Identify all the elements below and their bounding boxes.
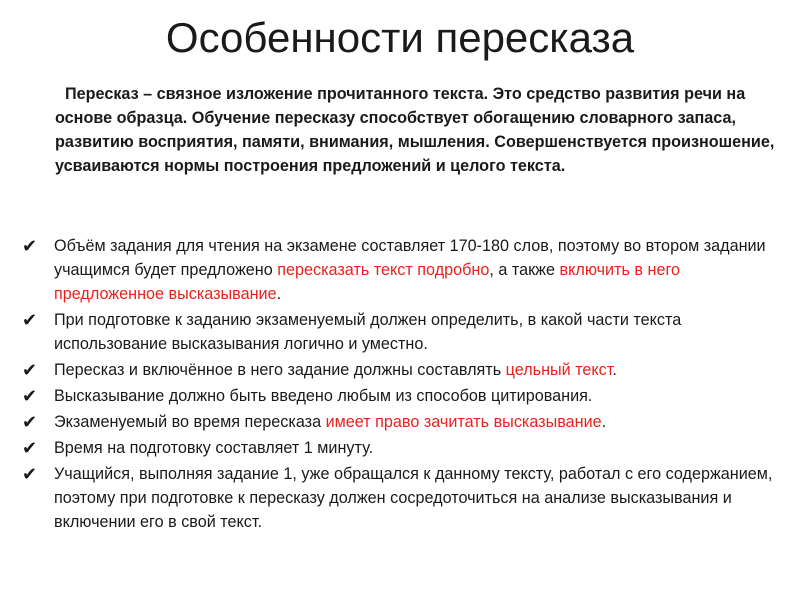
check-icon: ✔ [22, 412, 38, 432]
bullet-item-6 [22, 436, 782, 460]
bullet-item-5 [22, 410, 782, 434]
check-icon: ✔ [22, 236, 38, 256]
bullet-text: . [612, 361, 617, 379]
highlight-text: пересказать текст подробно [277, 261, 490, 279]
check-icon: ✔ [22, 360, 38, 380]
bullet-text: Учащийся, выполняя задание 1, уже обращался к данному тексту, работал с его содержанием, поэтому при подготовке к пересказу должен сосредоточиться на анализе высказывания и включении его в свой текст. [54, 465, 773, 531]
bullet-item-2 [22, 308, 782, 356]
bullet-item-3 [22, 358, 782, 382]
bullet-text: Время на подготовку составляет 1 минуту. [54, 439, 374, 457]
intro-paragraph [55, 82, 775, 178]
check-icon: ✔ [22, 464, 38, 484]
bullet-list [22, 234, 782, 536]
highlight-text: имеет право зачитать высказывание [325, 413, 602, 431]
bullet-text: . [601, 413, 607, 431]
highlight-text: включить в него предложенное высказывание [54, 261, 681, 303]
bullet-item-7 [22, 462, 782, 534]
bullet-text: Пересказ и включённое в него задание должны составлять [54, 361, 506, 379]
check-icon: ✔ [22, 310, 38, 330]
bullet-text: , а также [489, 261, 560, 279]
slide-title: Особенности пересказа [165, 14, 635, 61]
intro-text: Пересказ – связное изложение прочитанного текста. Это средство развития речи на основе образца. Обучение пересказу способствует обогащению словарного запаса, развитию восприятия, памяти, внимания, мышления. Совершенствуется произношение, усваиваются нормы построения предложений и целого текста. [55, 85, 775, 175]
highlight-text: цельный текст [505, 361, 613, 379]
check-icon: ✔ [22, 386, 38, 406]
check-icon: ✔ [22, 438, 38, 458]
bullet-text: При подготовке к заданию экзаменуемый должен определить, в какой части текста использование высказывания логично и уместно. [54, 311, 682, 353]
bullet-text: . [276, 285, 282, 303]
bullet-text: Объём задания для чтения на экзамене составляет 170-180 слов, поэтому во втором задании учащимся будет предложено [54, 237, 766, 279]
bullet-text: Экзаменуемый во время пересказа [54, 413, 326, 431]
bullet-item-4 [22, 384, 782, 408]
bullet-text: Высказывание должно быть введено любым из способов цитирования. [54, 387, 593, 405]
bullet-item-1 [22, 234, 782, 306]
